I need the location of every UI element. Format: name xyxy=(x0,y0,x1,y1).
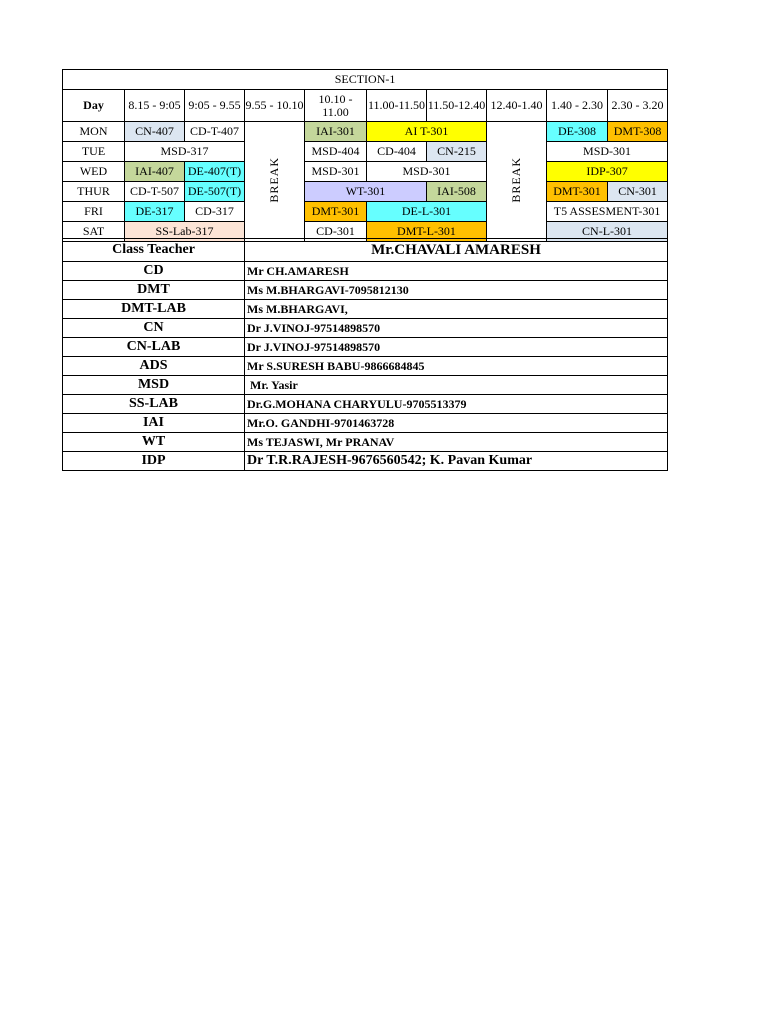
table-row xyxy=(63,300,668,319)
slot-header: 2.30 - 3.20 xyxy=(608,90,668,122)
period-cell: IDP-307 xyxy=(547,162,668,182)
subject-code: IDP xyxy=(63,452,245,471)
slot-header: 9:05 - 9.55 xyxy=(185,90,245,122)
period-cell: DE-317 xyxy=(125,202,185,222)
table-row xyxy=(63,395,668,414)
teacher-name: Dr J.VINOJ-97514898570 xyxy=(245,319,668,338)
morning-break xyxy=(245,122,305,242)
table-row xyxy=(63,414,668,433)
subject-code: ADS xyxy=(63,357,245,376)
teacher-name: Dr.G.MOHANA CHARYULU-9705513379 xyxy=(245,395,668,414)
table-row xyxy=(63,122,668,142)
table-row xyxy=(63,376,668,395)
table-row xyxy=(63,202,668,222)
subject-code: CN-LAB xyxy=(63,338,245,357)
table-row xyxy=(63,338,668,357)
period-cell: CN-L-301 xyxy=(547,222,668,242)
period-cell: MSD-301 xyxy=(305,162,367,182)
teacher-name: Mr. Yasir xyxy=(245,376,668,395)
slot-header: 1.40 - 2.30 xyxy=(547,90,608,122)
slot-header: 12.40-1.40 xyxy=(487,90,547,122)
period-cell: CN-407 xyxy=(125,122,185,142)
day-label: TUE xyxy=(63,142,125,162)
subject-code: IAI xyxy=(63,414,245,433)
period-cell: IAI-407 xyxy=(125,162,185,182)
teacher-name: Ms TEJASWI, Mr PRANAV xyxy=(245,433,668,452)
teacher-name: Mr.O. GANDHI-9701463728 xyxy=(245,414,668,433)
period-cell: DE-407(T) xyxy=(185,162,245,182)
period-cell: T5 ASSESMENT-301 xyxy=(547,202,668,222)
period-cell: MSD-404 xyxy=(305,142,367,162)
teacher-name: Dr J.VINOJ-97514898570 xyxy=(245,338,668,357)
period-cell: DMT-301 xyxy=(547,182,608,202)
period-cell: DE-308 xyxy=(547,122,608,142)
day-label: WED xyxy=(63,162,125,182)
teacher-name: Ms M.BHARGAVI, xyxy=(245,300,668,319)
subject-code: DMT-LAB xyxy=(63,300,245,319)
table-row xyxy=(63,281,668,300)
period-cell: AI T-301 xyxy=(367,122,487,142)
teacher-name: Mr CH.AMARESH xyxy=(245,262,668,281)
subject-code: DMT xyxy=(63,281,245,300)
table-row xyxy=(63,319,668,338)
subject-code: MSD xyxy=(63,376,245,395)
slot-header: 10.10 - 11.00 xyxy=(305,90,367,122)
day-label: MON xyxy=(63,122,125,142)
faculty-table xyxy=(62,238,668,471)
class-teacher-row xyxy=(63,239,668,262)
subject-code: CD xyxy=(63,262,245,281)
section-title: SECTION-1 xyxy=(63,70,668,90)
teacher-name: Mr S.SURESH BABU-9866684845 xyxy=(245,357,668,376)
period-cell: CD-T-407 xyxy=(185,122,245,142)
table-row xyxy=(63,162,668,182)
day-label: FRI xyxy=(63,202,125,222)
class-teacher-label: Class Teacher xyxy=(63,239,245,262)
subject-code: WT xyxy=(63,433,245,452)
period-cell: IAI-508 xyxy=(427,182,487,202)
break-label: BREAK xyxy=(509,157,523,203)
period-cell: DMT-301 xyxy=(305,202,367,222)
timetable xyxy=(62,69,668,242)
period-cell: CN-301 xyxy=(608,182,668,202)
period-cell: DMT-308 xyxy=(608,122,668,142)
period-cell: CD-301 xyxy=(305,222,367,242)
teacher-name: Dr T.R.RAJESH-9676560542; K. Pavan Kumar xyxy=(245,452,668,471)
table-row xyxy=(63,357,668,376)
lunch-break xyxy=(487,122,547,242)
period-cell: DMT-L-301 xyxy=(367,222,487,242)
slot-header: 9.55 - 10.10 xyxy=(245,90,305,122)
slot-header: 11.50-12.40 xyxy=(427,90,487,122)
period-cell: CD-404 xyxy=(367,142,427,162)
period-cell: MSD-301 xyxy=(547,142,668,162)
break-label: BREAK xyxy=(267,157,281,203)
class-teacher-name: Mr.CHAVALI AMARESH xyxy=(245,239,668,262)
period-cell: DE-507(T) xyxy=(185,182,245,202)
period-cell: CD-317 xyxy=(185,202,245,222)
table-row xyxy=(63,142,668,162)
period-cell: MSD-301 xyxy=(367,162,487,182)
day-label: SAT xyxy=(63,222,125,242)
day-label: THUR xyxy=(63,182,125,202)
teacher-name: Ms M.BHARGAVI-7095812130 xyxy=(245,281,668,300)
period-cell: CD-T-507 xyxy=(125,182,185,202)
slot-header: 11.00-11.50 xyxy=(367,90,427,122)
table-row xyxy=(63,262,668,281)
table-row xyxy=(63,433,668,452)
period-cell: MSD-317 xyxy=(125,142,245,162)
table-row xyxy=(63,182,668,202)
subject-code: SS-LAB xyxy=(63,395,245,414)
table-row xyxy=(63,452,668,471)
subject-code: CN xyxy=(63,319,245,338)
period-cell: WT-301 xyxy=(305,182,427,202)
period-cell: DE-L-301 xyxy=(367,202,487,222)
period-cell: CN-215 xyxy=(427,142,487,162)
period-cell: SS-Lab-317 xyxy=(125,222,245,242)
period-cell: IAI-301 xyxy=(305,122,367,142)
slot-header: 8.15 - 9:05 xyxy=(125,90,185,122)
day-header: Day xyxy=(63,90,125,122)
